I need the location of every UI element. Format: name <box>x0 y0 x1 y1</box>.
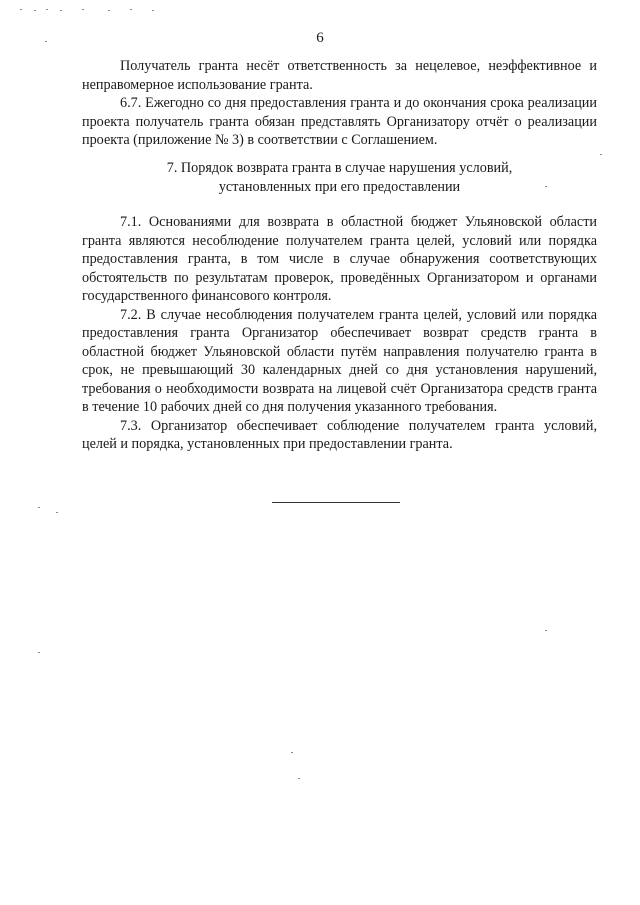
scan-speck <box>298 778 300 779</box>
scan-speck <box>38 507 40 508</box>
paragraph-7-2: 7.2. В случае несоблюдения получателем гранта целей, условий или порядка предоставления гранта Организатор обеспечивает возврат средств гранта в областной бюджет Ульяновской области путём направления получателю гранта в срок, не превышающий 30 календарных дней со дня установления нарушений, требования о необходимости возврата на лицевой счёт Организатора средств гранта в течение 10 рабочих дней со дня получения указанного требования. <box>82 306 597 415</box>
scan-speck <box>600 154 602 155</box>
scan-speck <box>291 752 293 753</box>
paragraph-7-3: 7.3. Организатор обеспечивает соблюдение получателем гранта условий, целей и порядка, установленных при предоставлении гранта. <box>82 417 597 452</box>
section-7-heading-line2: установленных при его предоставлении <box>218 178 461 195</box>
scan-noise <box>20 7 170 13</box>
scan-speck <box>56 512 58 513</box>
scan-speck <box>545 630 547 631</box>
scan-speck <box>45 41 47 42</box>
paragraph-7-1: 7.1. Основаниями для возврата в областной бюджет Ульяновской области гранта являются несоблюдение получателем гранта целей, условий или порядка предоставления гранта, в том числе в случае обнаружения соответствующих обстоятельств по результатам проверок, проведённых Организатором и органами государственного финансового контроля. <box>82 214 597 304</box>
end-divider-line <box>272 502 400 503</box>
section-6-tail <box>82 57 597 150</box>
scan-speck <box>545 186 547 187</box>
section-7-heading <box>82 159 597 196</box>
section-7-heading-line1: 7. Порядок возврата гранта в случае нарушения условий, <box>166 160 513 176</box>
paragraph-responsibility: Получатель гранта несёт ответственность за нецелевое, неэффективное и неправомерное использование гранта. <box>82 58 597 93</box>
paragraph-6-7: 6.7. Ежегодно со дня предоставления гранта и до окончания срока реализации проекта получатель гранта обязан представлять Организатору отчёт о реализации проекта (приложение № 3) в соответствии с Соглашением. <box>82 95 597 148</box>
page-number: 6 <box>316 30 324 46</box>
section-7-body <box>82 213 597 454</box>
scan-speck <box>38 652 40 653</box>
